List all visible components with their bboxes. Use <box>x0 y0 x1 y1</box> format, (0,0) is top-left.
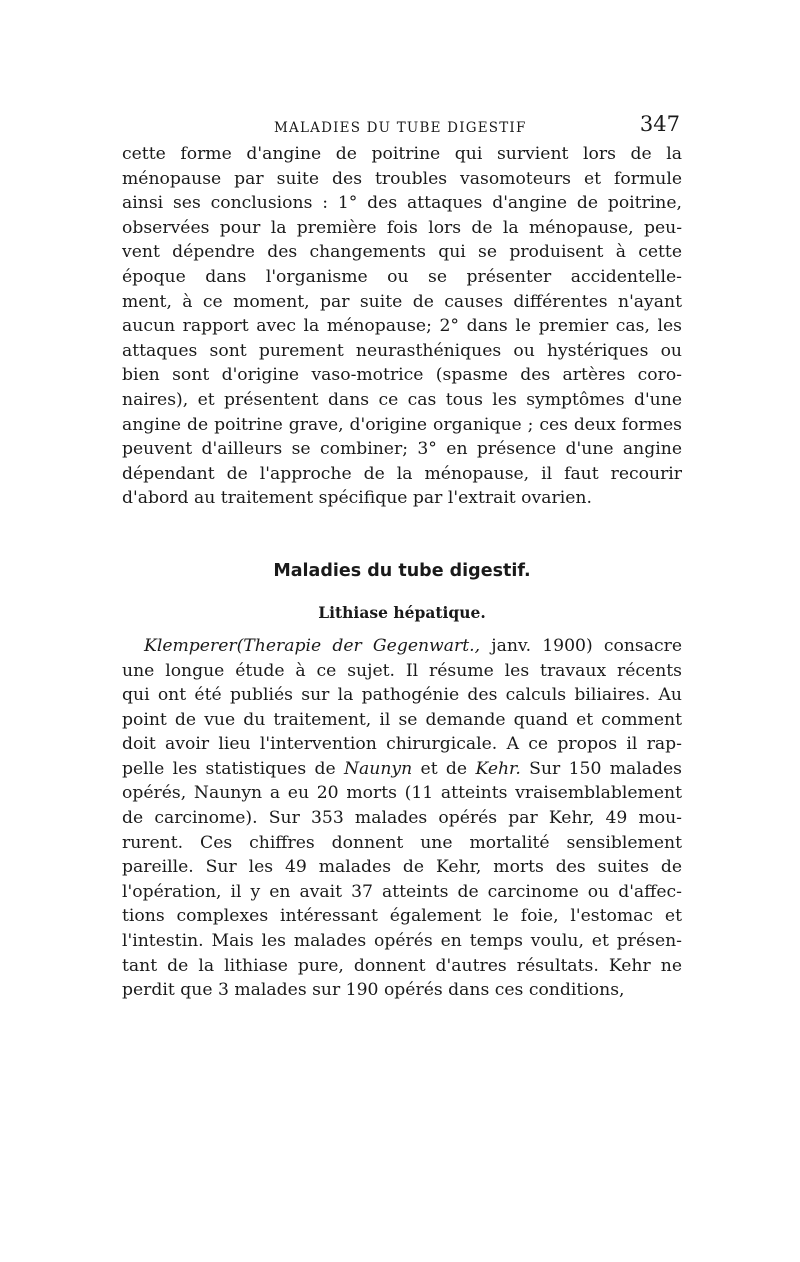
text-line: ment, à ce moment, par suite de causes différentes n'ayant <box>122 291 682 312</box>
text-line: pelle les statistiques de Naunyn et de Kehr. Sur 150 malades <box>122 758 682 779</box>
journal-name: (Therapie der Gegenwart., <box>236 635 481 656</box>
text-line: pareille. Sur les 49 malades de Kehr, morts des suites de <box>122 857 682 878</box>
text-line: doit avoir lieu l'intervention chirurgicale. A ce propos il rap- <box>122 734 682 755</box>
text-line: tions complexes intéressant également le foie, l'estomac et <box>122 906 682 927</box>
text-line: observées pour la première fois lors de la ménopause, peu- <box>122 217 682 238</box>
text-line: perdit que 3 malades sur 190 opérés dans ces conditions, <box>122 980 625 1001</box>
text-line: tant de la lithiase pure, donnent d'autres résultats. Kehr ne <box>122 955 682 976</box>
book-page <box>122 108 682 1003</box>
text-line: vent dépendre des changements qui se produisent à cette <box>122 242 682 263</box>
text-line: l'opération, il y en avait 37 atteints de carcinome ou d'affec- <box>122 881 682 902</box>
running-title: MALADIES DU TUBE DIGESTIF <box>274 120 527 136</box>
paragraph-angine <box>122 142 682 511</box>
text-line: rurent. Ces chiffres donnent une mortalité sensiblement <box>122 832 682 853</box>
text-line: de carcinome). Sur 353 malades opérés par Kehr, 49 mou- <box>122 808 682 829</box>
text-line: aucun rapport avec la ménopause; 2° dans le premier cas, les <box>122 316 682 337</box>
section-title: Maladies du tube digestif. <box>273 560 531 581</box>
text-line: attaques sont purement neurasthéniques ou hystériques ou <box>122 340 682 361</box>
text-line: dépendant de l'approche de la ménopause, il faut recourir <box>122 463 682 484</box>
paragraph-lithiase <box>122 634 682 1003</box>
page-header <box>122 108 682 142</box>
text-line: qui ont été publiés sur la pathogénie des calculs biliaires. Au <box>122 685 682 706</box>
text-line: angine de poitrine grave, d'origine organique ; ces deux formes <box>122 414 682 435</box>
text-line: bien sont d'origine vaso-motrice (spasme des artères coro- <box>122 365 682 386</box>
author-kehr: Kehr. <box>475 758 521 779</box>
author-name: Klemperer <box>144 635 237 656</box>
text-line: opérés, Naunyn a eu 20 morts (11 atteints vraisemblablement <box>122 783 682 804</box>
text-line: ainsi ses conclusions : 1° des attaques d'angine de poitrine, <box>122 193 682 214</box>
text-line: point de vue du traitement, il se demande quand et comment <box>122 709 682 730</box>
text-line: cette forme d'angine de poitrine qui survient lors de la <box>122 144 682 164</box>
text-line: l'intestin. Mais les malades opérés en temps voulu, et présen- <box>122 931 682 952</box>
text-line: Klemperer(Therapie der Gegenwart., janv. 1900) consacre <box>144 635 683 656</box>
page-number: 347 <box>639 112 680 136</box>
text-line: naires), et présentent dans ce cas tous les symptômes d'une <box>122 389 682 410</box>
text-line: d'abord au traitement spécifique par l'extrait ovarien. <box>122 488 592 509</box>
subsection-title: Lithiase hépatique. <box>318 602 486 622</box>
text-line: époque dans l'organisme ou se présenter accidentelle- <box>122 266 682 287</box>
text-line: une longue étude à ce sujet. Il résume les travaux récents <box>122 660 682 681</box>
text-line: peuvent d'ailleurs se combiner; 3° en présence d'une angine <box>122 439 682 460</box>
text-line: ménopause par suite des troubles vasomoteurs et formule <box>122 168 682 189</box>
author-naunyn: Naunyn <box>343 758 413 779</box>
